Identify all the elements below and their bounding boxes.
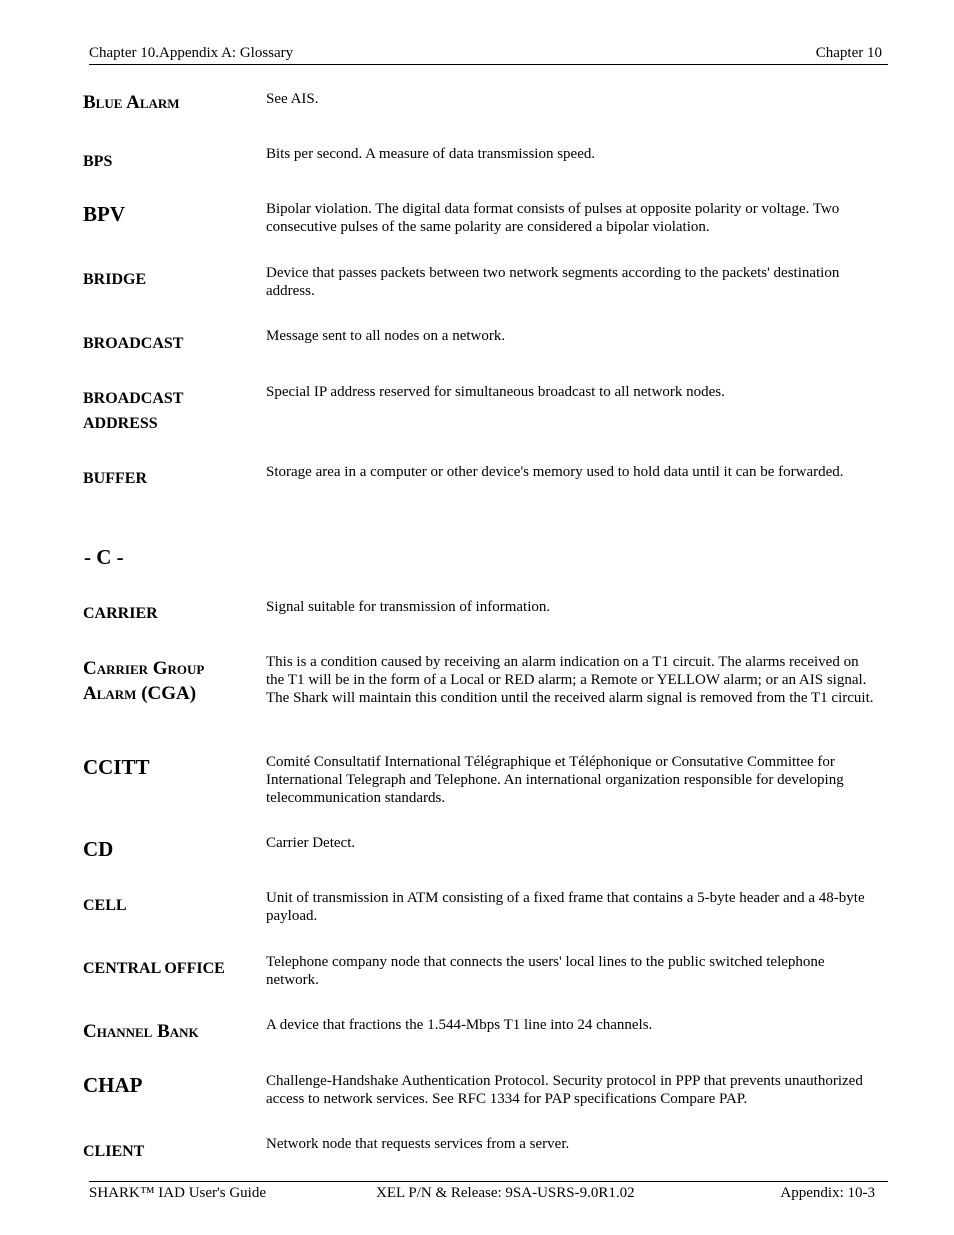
glossary-term: CCITT	[83, 755, 150, 779]
glossary-definition: Signal suitable for transmission of information.	[266, 599, 551, 615]
page-footer	[89, 1181, 888, 1204]
glossary-definition: Device that passes packets between two network segments according to the packets' destination address.	[266, 265, 840, 299]
glossary-term: BROADCAST ADDRESS	[83, 390, 184, 432]
glossary-term: BUFFER	[83, 470, 147, 487]
page-header	[89, 45, 888, 65]
footer-page-number: Appendix: 10-3	[780, 1185, 875, 1201]
glossary-term: CD	[83, 837, 114, 861]
glossary-term: CENTRAL OFFICE	[83, 960, 225, 977]
glossary-definition: Bits per second. A measure of data transmission speed.	[266, 146, 596, 162]
glossary-term: BROADCAST	[83, 335, 184, 352]
glossary-definition: This is a condition caused by receiving an alarm indication on a T1 circuit. The alarms received on the T1 will be in the form of a Local or RED alarm; a Remote or YELLOW alarm; or an AIS signal. The Shark will maintain this condition until the received alarm signal is removed from the T1 circuit.	[266, 654, 874, 706]
glossary-definition: See AIS.	[266, 91, 319, 107]
glossary-term: BPV	[83, 202, 125, 226]
glossary-definition: Unit of transmission in ATM consisting of a fixed frame that contains a 5-byte header and a 48-byte payload.	[266, 890, 865, 924]
glossary-definition: A device that fractions the 1.544-Mbps T1 line into 24 channels.	[266, 1017, 653, 1033]
glossary-term: CHAP	[83, 1073, 143, 1097]
glossary-definition: Message sent to all nodes on a network.	[266, 328, 506, 344]
footer-guide-title: SHARK™ IAD User's Guide	[89, 1185, 266, 1201]
glossary-term: Channel Bank	[83, 1021, 199, 1042]
glossary-definition: Telephone company node that connects the users' local lines to the public switched telephone network.	[266, 954, 825, 988]
section-heading: - C -	[84, 545, 124, 569]
glossary-term: Carrier Group Alarm (CGA)	[83, 658, 205, 704]
glossary-term: BRIDGE	[83, 271, 147, 288]
glossary-term: CARRIER	[83, 605, 158, 622]
glossary-definition: Storage area in a computer or other device's memory used to hold data until it can be forwarded.	[266, 464, 844, 480]
glossary-term: Blue Alarm	[83, 92, 180, 113]
header-chapter-number: Chapter 10	[815, 45, 882, 61]
glossary-definition: Bipolar violation. The digital data format consists of pulses at opposite polarity or voltage. Two consecutive pulses of the same polarity are considered a bipolar violation.	[266, 201, 840, 235]
glossary-term: CLIENT	[83, 1143, 145, 1160]
footer-release: XEL P/N & Release: 9SA-USRS-9.0R1.02	[376, 1185, 635, 1201]
header-chapter-title: Chapter 10.Appendix A: Glossary	[89, 45, 294, 61]
glossary-definition: Special IP address reserved for simultaneous broadcast to all network nodes.	[266, 384, 725, 400]
glossary-definition: Carrier Detect.	[266, 835, 356, 851]
glossary-definition: Network node that requests services from a server.	[266, 1136, 570, 1152]
glossary-definition: Comité Consultatif International Télégraphique et Téléphonique or Consutative Committee for International Telegraph and Telephone. An international organization responsible for developing telecommunication standards.	[266, 754, 844, 806]
glossary-term: CELL	[83, 897, 127, 914]
glossary-term: BPS	[83, 153, 113, 170]
glossary-definition: Challenge-Handshake Authentication Protocol. Security protocol in PPP that prevents unauthorized access to network services. See RFC 1334 for PAP specifications Compare PAP.	[266, 1073, 863, 1107]
